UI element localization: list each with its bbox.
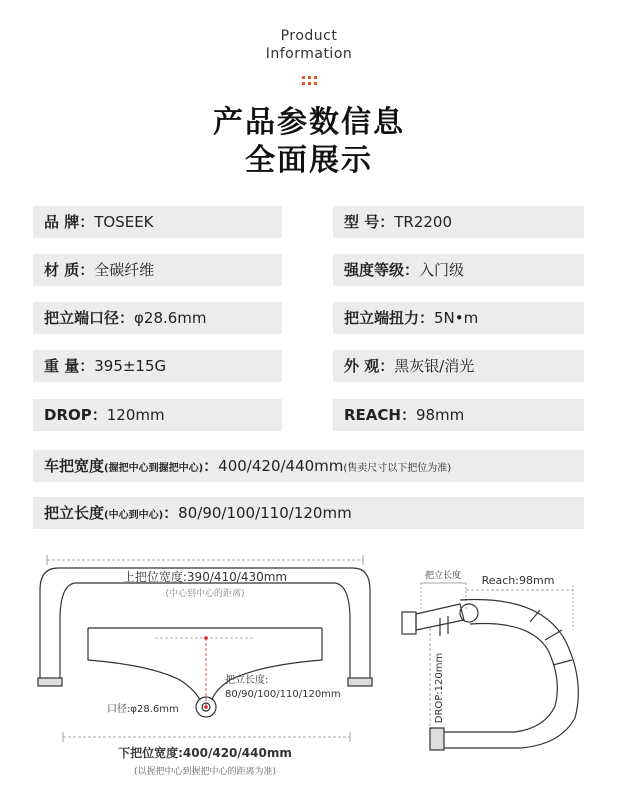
spec-value: 80/90/100/110/120mm <box>178 504 352 522</box>
spec-value: 黑灰银/消光 <box>394 357 475 375</box>
spec-value: 395±15G <box>94 357 167 375</box>
spec-note: (握把中心到握把中心) <box>104 463 204 474</box>
top-width-note: (中心到中心的距离) <box>165 589 245 599</box>
spec-value: 400/420/440mm <box>218 457 344 475</box>
reach-label: Reach:98mm <box>481 574 555 587</box>
spec-label: 把立长度 <box>44 504 105 522</box>
spec-colon: ： <box>163 504 179 522</box>
bottom-width-note: (以握把中心到握把中心的距离为准) <box>133 767 277 777</box>
header-en-line1: Product <box>280 28 338 44</box>
top-width-label: 上把位宽度:390/410/430mm <box>122 570 288 584</box>
side-stem-length-label: 把立长度 <box>424 571 462 581</box>
clamp-label: 口径:φ28.6mm <box>107 704 179 715</box>
stem-length-value: 80/90/100/110/120mm <box>225 689 341 700</box>
spec-label: 重 量： <box>44 357 95 375</box>
spec-value: 5N•m <box>434 309 479 327</box>
header-en-line2: Information <box>265 46 353 62</box>
side-view-diagram <box>402 583 578 750</box>
spec-remark: (售卖尺寸以下把位为准) <box>343 463 452 474</box>
stem-length-label: 把立长度: <box>225 675 269 686</box>
spec-label: 车把宽度 <box>44 457 105 475</box>
bar-curve-inner <box>440 624 557 732</box>
title-line2: 全面展示 <box>245 143 373 178</box>
spec-colon: ： <box>203 457 219 475</box>
spec-label: 品 牌： <box>44 213 95 231</box>
bottom-width-label: 下把位宽度:400/420/440mm <box>118 746 292 760</box>
spec-label: REACH： <box>344 406 416 424</box>
drop-label: DROP:120mm <box>434 652 445 724</box>
spec-note: (中心到中心) <box>104 510 164 521</box>
spec-label: 外 观： <box>344 357 395 375</box>
spec-value: TOSEEK <box>94 213 154 231</box>
spec-value: 全碳纤维 <box>94 261 155 279</box>
spec-value: TR2200 <box>394 213 452 231</box>
spec-value: 入门级 <box>419 261 465 279</box>
spec-value: 120mm <box>106 406 165 424</box>
handlebar-center-left <box>88 628 200 700</box>
spec-label: 强度等级： <box>344 261 420 279</box>
spec-label: 把立端口径： <box>44 309 135 327</box>
spec-label: 把立端扭力： <box>344 309 435 327</box>
spec-value: φ28.6mm <box>134 309 207 327</box>
title-line1: 产品参数信息 <box>213 105 405 140</box>
spec-label: DROP： <box>44 406 107 424</box>
spec-label: 型 号： <box>344 213 395 231</box>
spec-value: 98mm <box>415 406 465 424</box>
spec-label: 材 质： <box>44 261 95 279</box>
bar-curve-outer <box>440 600 578 749</box>
